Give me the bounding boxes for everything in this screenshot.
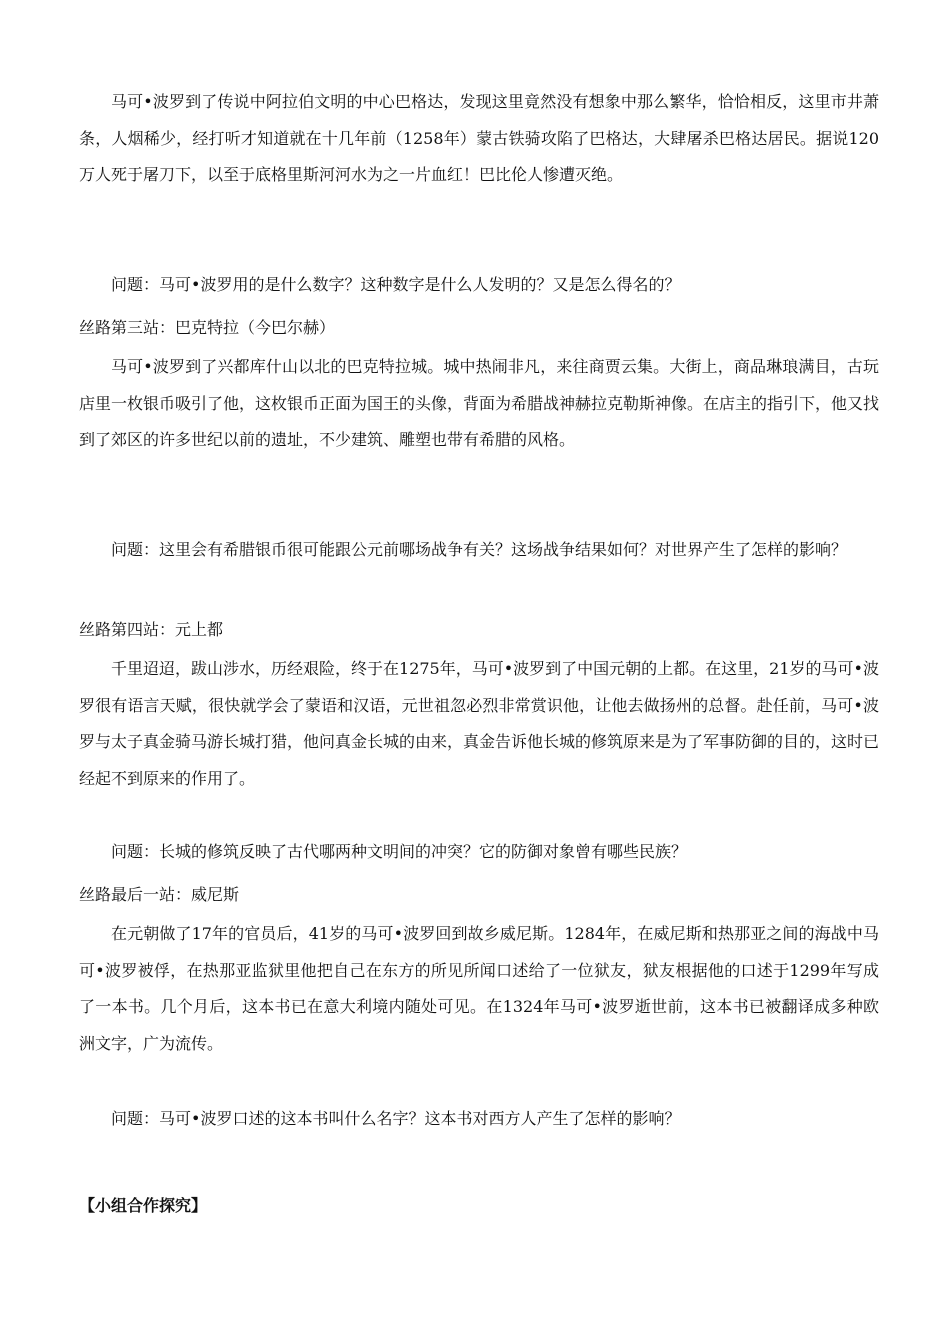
station-heading-venice: 丝路最后一站：威尼斯	[79, 885, 240, 904]
paragraph-venice: 在元朝做了17年的官员后，41岁的马可•波罗回到故乡威尼斯。1284年，在威尼斯和热那亚之间的海战中马可•波罗被俘，在热那亚监狱里他把自己在东方的所见所闻口述给了一位狱友，狱友根据他的口述于1299年写成了一本书。几个月后，这本书已在意大利境内随处可见。在1324年马可•波罗逝世前，这本书已被翻译成多种欧洲文字，广为流传。	[79, 924, 879, 1053]
paragraph-bactra: 马可•波罗到了兴都库什山以北的巴克特拉城。城中热闹非凡，来往商贾云集。大街上，商品琳琅满目，古玩店里一枚银币吸引了他，这枚银币正面为国王的头像，背面为希腊战神赫拉克勒斯神像。在店主的指引下，他又找到了郊区的许多世纪以前的遗址，不少建筑、雕塑也带有希腊的风格。	[79, 357, 880, 449]
paragraph-baghdad: 马可•波罗到了传说中阿拉伯文明的中心巴格达，发现这里竟然没有想象中那么繁华，恰恰相反，这里市井萧条，人烟稀少，经打听才知道就在十几年前（1258年）蒙古铁骑攻陷了巴格达，大肆屠杀巴格达居民。据说120万人死于屠刀下，以至于底格里斯河河水为之一片血红！巴比伦人惨遭灭绝。	[79, 92, 879, 184]
station-heading-bactra: 丝路第三站：巴克特拉（今巴尔赫）	[79, 318, 336, 337]
question-numerals: 问题：马可•波罗用的是什么数字？这种数字是什么人发明的？又是怎么得名的？	[111, 275, 681, 294]
section-heading-group-inquiry: 【小组合作探究】	[79, 1196, 208, 1215]
paragraph-shangdu: 千里迢迢，跋山涉水，历经艰险，终于在1275年，马可•波罗到了中国元朝的上都。在这里，21岁的马可•波罗很有语言天赋，很快就学会了蒙语和汉语，元世祖忽必烈非常赏识他，让他去做扬州的总督。赴任前，马可•波罗与太子真金骑马游长城打猎，他问真金长城的由来，真金告诉他长城的修筑原来是为了军事防御的目的，这时已经起不到原来的作用了。	[79, 659, 880, 788]
question-great-wall: 问题：长城的修筑反映了古代哪两种文明间的冲突？它的防御对象曾有哪些民族？	[111, 842, 688, 861]
question-book: 问题：马可•波罗口述的这本书叫什么名字？这本书对西方人产生了怎样的影响？	[111, 1109, 681, 1128]
station-heading-shangdu: 丝路第四站：元上都	[79, 620, 224, 639]
question-greek-coin: 问题：这里会有希腊银币很可能跟公元前哪场战争有关？这场战争结果如何？对世界产生了怎样的影响？	[111, 540, 848, 559]
